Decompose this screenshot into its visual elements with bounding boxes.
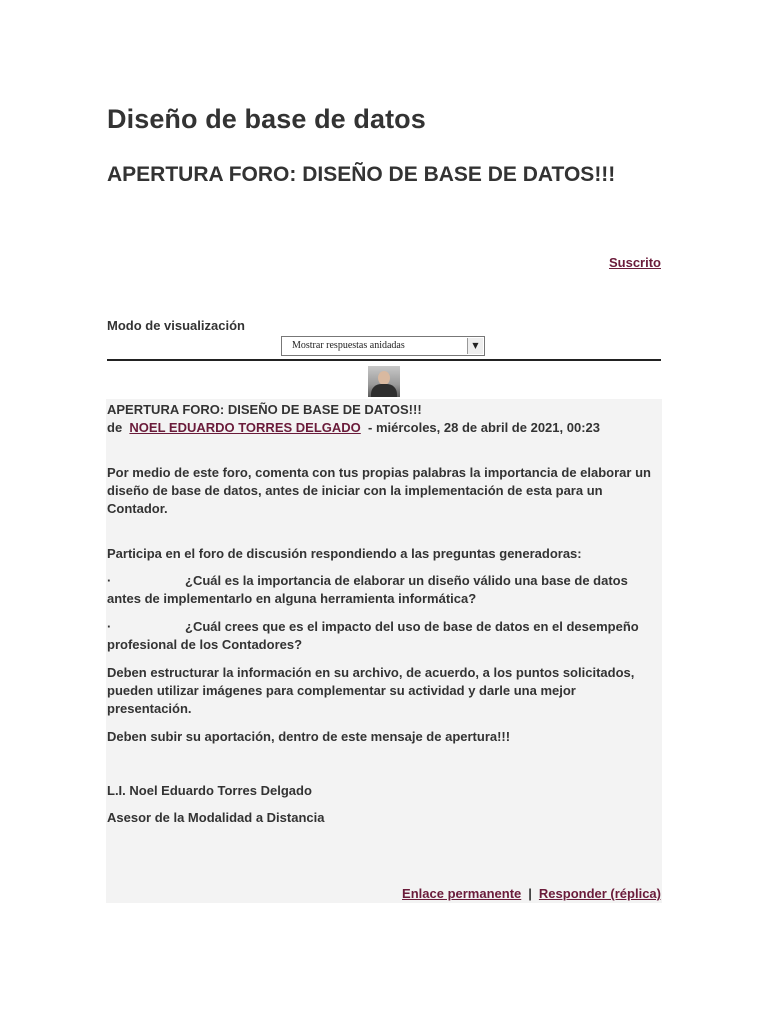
post-content [107, 401, 659, 827]
divider [107, 359, 661, 361]
post-by-prefix: de [107, 420, 123, 435]
avatar-body-shape [371, 384, 397, 397]
post-question-2 [107, 618, 659, 654]
action-separator: | [528, 886, 532, 901]
dropdown-arrow-icon: ▼ [467, 338, 483, 354]
post-subject: APERTURA FORO: DISEÑO DE BASE DE DATOS!!! [107, 402, 422, 417]
subscribed-link[interactable]: Suscrito [608, 255, 661, 270]
post-signature-name: L.I. Noel Eduardo Torres Delgado [107, 783, 312, 798]
post-paragraph-subir: Deben subir su aportación, dentro de este mensaje de apertura!!! [107, 729, 511, 744]
post-meta [107, 419, 659, 437]
post-date: - miércoles, 28 de abril de 2021, 00:23 [368, 420, 600, 435]
post-author-link[interactable]: NOEL EDUARDO TORRES DELGADO [129, 420, 361, 435]
course-title: Diseño de base de datos [107, 104, 426, 134]
forum-post [106, 399, 662, 903]
post-question-2-text: ¿Cuál crees que es el impacto del uso de base de datos en el desempeño profesional de los Contadores? [107, 619, 639, 652]
post-paragraph-participa: Participa en el foro de discusión respondiendo a las preguntas generadoras: [107, 546, 582, 561]
display-mode-select[interactable] [281, 336, 485, 356]
reply-link[interactable]: Responder (réplica) [538, 886, 661, 901]
author-avatar[interactable] [368, 366, 400, 397]
post-signature-role: Asesor de la Modalidad a Distancia [107, 810, 325, 825]
post-question-1-text: ¿Cuál es la importancia de elaborar un diseño válido una base de datos antes de implementarlo en alguna herramienta informática? [107, 573, 628, 606]
bullet-dot-icon: · [107, 573, 112, 588]
post-paragraph-intro: Por medio de este foro, comenta con tus propias palabras la importancia de elaborar un diseño de base de datos, antes de iniciar con la implementación de esta para un Contador. [107, 465, 651, 516]
post-actions [402, 885, 661, 903]
permalink-link[interactable]: Enlace permanente [402, 886, 522, 901]
avatar-head-shape [378, 371, 390, 385]
post-question-1 [107, 572, 659, 608]
display-mode-label: Modo de visualización [107, 318, 245, 333]
display-mode-selected-value: Mostrar respuestas anidadas [292, 340, 405, 351]
post-paragraph-estructurar: Deben estructurar la información en su archivo, de acuerdo, a los puntos solicitados, pueden utilizar imágenes para complementar su actividad y darle una mejor presentación. [107, 665, 635, 716]
discussion-title: APERTURA FORO: DISEÑO DE BASE DE DATOS!!! [107, 163, 616, 186]
bullet-dot-icon: · [107, 619, 112, 634]
